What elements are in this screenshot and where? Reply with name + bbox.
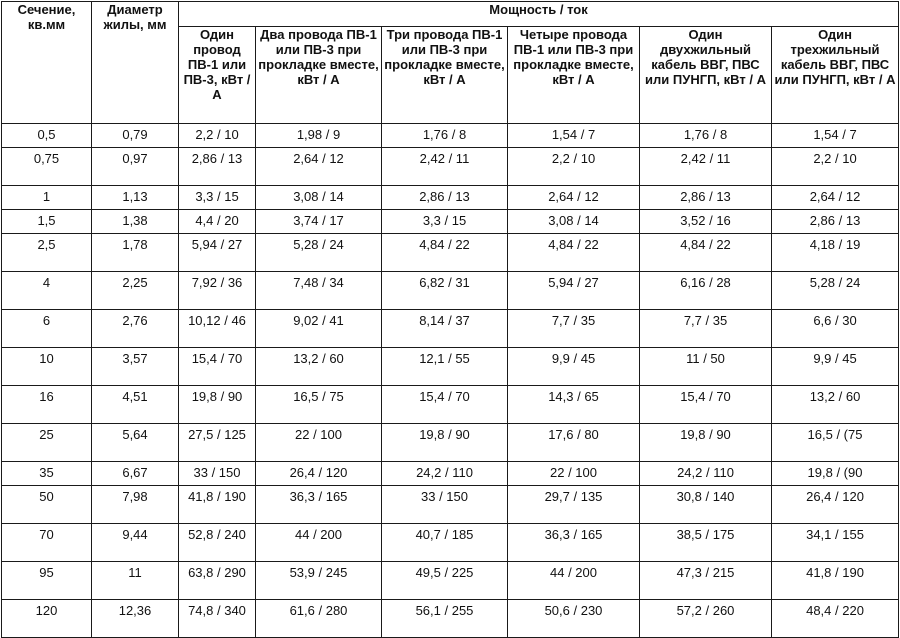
table-cell: 1,76 / 8 [382,124,508,148]
table-cell: 4,84 / 22 [382,234,508,272]
table-cell: 19,8 / 90 [382,424,508,462]
table-cell: 4,18 / 19 [772,234,899,272]
table-cell: 57,2 / 260 [640,600,772,638]
table-cell: 29,7 / 135 [508,486,640,524]
table-cell: 1,54 / 7 [508,124,640,148]
table-cell: 36,3 / 165 [256,486,382,524]
table-cell: 5,28 / 24 [772,272,899,310]
table-cell: 33 / 150 [382,486,508,524]
table-cell: 70 [2,524,92,562]
table-cell: 4 [2,272,92,310]
header-diameter: Диаметр жилы, мм [92,2,179,124]
table-row [2,310,899,348]
table-row [2,272,899,310]
header-three-core-cable: Один трехжильный кабель ВВГ, ПВС или ПУНГП, кВт / А [772,27,899,124]
table-cell: 0,79 [92,124,179,148]
table-cell: 1,98 / 9 [256,124,382,148]
table-cell: 17,6 / 80 [508,424,640,462]
table-cell: 9,9 / 45 [772,348,899,386]
table-row [2,524,899,562]
table-cell: 11 [92,562,179,600]
table-cell: 40,7 / 185 [382,524,508,562]
table-cell: 47,3 / 215 [640,562,772,600]
table-row [2,486,899,524]
table-cell: 5,94 / 27 [508,272,640,310]
table-cell: 2,42 / 11 [640,148,772,186]
table-cell: 41,8 / 190 [772,562,899,600]
table-cell: 4,4 / 20 [179,210,256,234]
table-cell: 120 [2,600,92,638]
header-one-wire: Один провод ПВ-1 или ПВ-3, кВт / А [179,27,256,124]
table-cell: 44 / 200 [508,562,640,600]
table-cell: 8,14 / 37 [382,310,508,348]
table-cell: 15,4 / 70 [179,348,256,386]
table-cell: 19,8 / 90 [179,386,256,424]
table-cell: 0,5 [2,124,92,148]
table-row [2,186,899,210]
table-cell: 1,38 [92,210,179,234]
table-cell: 5,28 / 24 [256,234,382,272]
table-cell: 50 [2,486,92,524]
table-body [2,124,899,638]
table-cell: 2,42 / 11 [382,148,508,186]
table-cell: 9,02 / 41 [256,310,382,348]
header-power-group: Мощность / ток [179,2,899,27]
table-cell: 15,4 / 70 [640,386,772,424]
table-cell: 16 [2,386,92,424]
table-cell: 14,3 / 65 [508,386,640,424]
table-cell: 6 [2,310,92,348]
table-cell: 3,3 / 15 [179,186,256,210]
table-cell: 3,74 / 17 [256,210,382,234]
table-row [2,562,899,600]
table-cell: 6,82 / 31 [382,272,508,310]
table-cell: 7,98 [92,486,179,524]
table-cell: 9,9 / 45 [508,348,640,386]
table-cell: 19,8 / (90 [772,462,899,486]
table-cell: 3,08 / 14 [508,210,640,234]
table-cell: 10 [2,348,92,386]
table-cell: 5,64 [92,424,179,462]
table-cell: 2,86 / 13 [772,210,899,234]
table-cell: 2,86 / 13 [640,186,772,210]
table-cell: 24,2 / 110 [382,462,508,486]
table-cell: 25 [2,424,92,462]
table-cell: 3,57 [92,348,179,386]
table-cell: 49,5 / 225 [382,562,508,600]
table-cell: 12,1 / 55 [382,348,508,386]
table-row [2,462,899,486]
table-cell: 22 / 100 [256,424,382,462]
table-cell: 13,2 / 60 [772,386,899,424]
header-four-wires: Четыре провода ПВ-1 или ПВ-3 при прокладке вместе, кВт / А [508,27,640,124]
table-cell: 1,54 / 7 [772,124,899,148]
table-cell: 6,6 / 30 [772,310,899,348]
table-cell: 15,4 / 70 [382,386,508,424]
table-cell: 2,86 / 13 [179,148,256,186]
table-cell: 53,9 / 245 [256,562,382,600]
header-row-top [2,2,899,27]
header-two-core-cable: Один двухжильный кабель ВВГ, ПВС или ПУНГП, кВт / А [640,27,772,124]
table-cell: 1 [2,186,92,210]
table-cell: 2,2 / 10 [179,124,256,148]
table-cell: 1,13 [92,186,179,210]
table-cell: 48,4 / 220 [772,600,899,638]
table-header [2,2,899,124]
table-row [2,148,899,186]
table-cell: 38,5 / 175 [640,524,772,562]
table-cell: 3,52 / 16 [640,210,772,234]
table-cell: 2,2 / 10 [772,148,899,186]
table-cell: 4,84 / 22 [508,234,640,272]
table-cell: 33 / 150 [179,462,256,486]
table-cell: 2,64 / 12 [508,186,640,210]
table-cell: 13,2 / 60 [256,348,382,386]
table-cell: 36,3 / 165 [508,524,640,562]
table-cell: 50,6 / 230 [508,600,640,638]
table-cell: 2,25 [92,272,179,310]
table-row [2,348,899,386]
table-row [2,424,899,462]
table-cell: 2,5 [2,234,92,272]
table-row [2,210,899,234]
table-cell: 6,16 / 28 [640,272,772,310]
table-cell: 2,2 / 10 [508,148,640,186]
table-cell: 63,8 / 290 [179,562,256,600]
table-cell: 19,8 / 90 [640,424,772,462]
header-section: Сечение, кв.мм [2,2,92,124]
header-two-wires: Два провода ПВ-1 или ПВ-3 при прокладке вместе, кВт / А [256,27,382,124]
cable-power-table [1,1,899,638]
table-cell: 44 / 200 [256,524,382,562]
table-cell: 26,4 / 120 [772,486,899,524]
table-cell: 22 / 100 [508,462,640,486]
table-cell: 10,12 / 46 [179,310,256,348]
table-cell: 0,75 [2,148,92,186]
table-cell: 4,84 / 22 [640,234,772,272]
table-row [2,600,899,638]
table-cell: 7,7 / 35 [640,310,772,348]
table-row [2,234,899,272]
table-cell: 5,94 / 27 [179,234,256,272]
table-cell: 3,3 / 15 [382,210,508,234]
table-cell: 26,4 / 120 [256,462,382,486]
table-cell: 2,86 / 13 [382,186,508,210]
table-cell: 1,76 / 8 [640,124,772,148]
table-cell: 2,64 / 12 [772,186,899,210]
table-cell: 16,5 / (75 [772,424,899,462]
table-cell: 1,5 [2,210,92,234]
table-cell: 7,92 / 36 [179,272,256,310]
table-cell: 61,6 / 280 [256,600,382,638]
table-cell: 7,48 / 34 [256,272,382,310]
table-cell: 3,08 / 14 [256,186,382,210]
table-cell: 52,8 / 240 [179,524,256,562]
table-cell: 7,7 / 35 [508,310,640,348]
table-cell: 0,97 [92,148,179,186]
table-cell: 27,5 / 125 [179,424,256,462]
table-cell: 74,8 / 340 [179,600,256,638]
table-cell: 6,67 [92,462,179,486]
table-row [2,386,899,424]
table-cell: 30,8 / 140 [640,486,772,524]
table-cell: 16,5 / 75 [256,386,382,424]
table-cell: 41,8 / 190 [179,486,256,524]
table-cell: 4,51 [92,386,179,424]
table-cell: 24,2 / 110 [640,462,772,486]
table-cell: 12,36 [92,600,179,638]
table-cell: 1,78 [92,234,179,272]
header-three-wires: Три провода ПВ-1 или ПВ-3 при прокладке вместе, кВт / А [382,27,508,124]
table-cell: 35 [2,462,92,486]
table-cell: 2,76 [92,310,179,348]
table-cell: 95 [2,562,92,600]
table-cell: 11 / 50 [640,348,772,386]
table-cell: 9,44 [92,524,179,562]
table-cell: 56,1 / 255 [382,600,508,638]
table-cell: 2,64 / 12 [256,148,382,186]
table-row [2,124,899,148]
table-cell: 34,1 / 155 [772,524,899,562]
